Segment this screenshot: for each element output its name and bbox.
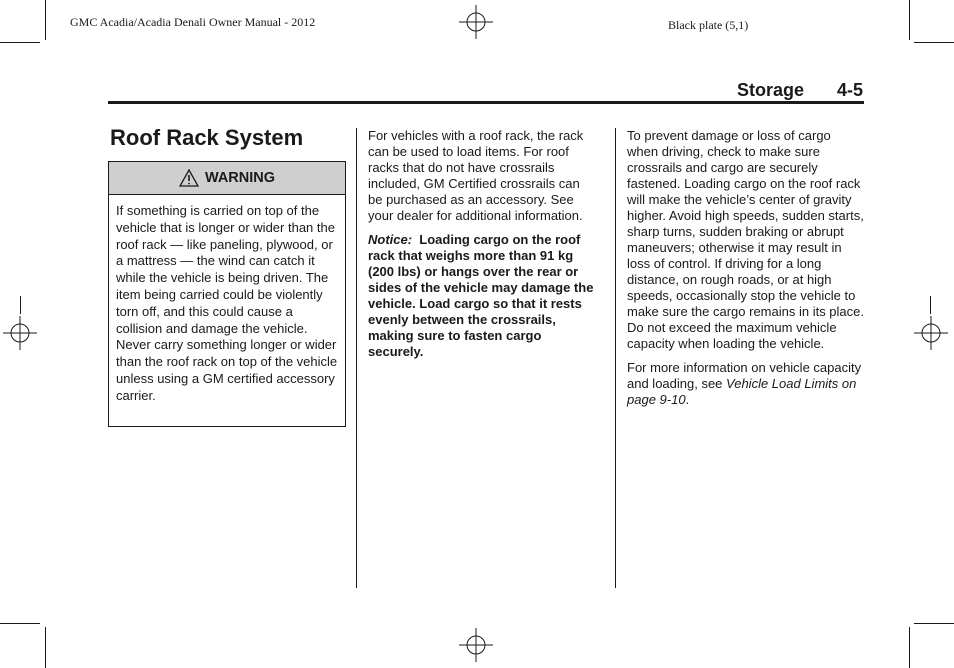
warning-header bbox=[109, 162, 345, 195]
manual-title: GMC Acadia/Acadia Denali Owner Manual - 2012 bbox=[70, 15, 316, 29]
notice-paragraph bbox=[368, 232, 596, 360]
registration-mark-top bbox=[459, 5, 493, 39]
running-head bbox=[108, 80, 864, 102]
reference-link[interactable]: Vehicle Load Limits on page 9-10 bbox=[627, 376, 857, 407]
column-2-paragraph: For vehicles with a roof rack, the rack can be used to load items. For roof racks that do not have crossrails included, GM Certified crossrails can be purchased as an accessory. See your dealer for additional information. bbox=[368, 128, 584, 223]
reference-suffix: . bbox=[685, 392, 690, 407]
notice-text: Loading cargo on the roof rack that weighs more than 91 kg (200 lbs) or hangs over the rear or sides of the vehicle may damage the vehicle. Load cargo so that it rests evenly between the crossrails, making sure to fasten cargo securely. bbox=[368, 232, 594, 359]
registration-tick-left bbox=[20, 296, 21, 314]
warning-triangle-icon bbox=[179, 169, 199, 187]
notice-label: Notice: bbox=[368, 232, 413, 247]
section-name: Storage bbox=[736, 80, 804, 100]
column-divider-2 bbox=[615, 128, 616, 588]
registration-mark-left bbox=[3, 316, 37, 350]
page-title: Roof Rack System bbox=[110, 125, 304, 150]
reference-paragraph bbox=[627, 360, 865, 408]
column-divider-1 bbox=[356, 128, 357, 588]
header-rule bbox=[108, 101, 864, 104]
registration-tick-right bbox=[930, 296, 931, 314]
reference-prefix: For more information on vehicle capacity and loading, see bbox=[627, 360, 862, 391]
column-3 bbox=[627, 128, 865, 416]
warning-label: WARNING bbox=[204, 170, 276, 186]
warning-text: If something is carried on top of the vehicle that is longer or wider than the roof rack — like paneling, plywood, or a mattress — the wind can catch it while the vehicle is being driven. The item being carried could be violently torn off, and this could cause a collision and damage the vehicle. Never carry something longer or wider than the roof rack on top of the vehicle unless using a GM certified accessory carrier. bbox=[116, 203, 338, 403]
column-2 bbox=[368, 128, 596, 368]
page-number: 4-5 bbox=[836, 80, 863, 100]
registration-mark-right bbox=[914, 316, 948, 350]
registration-mark-bottom bbox=[459, 628, 493, 662]
warning-box bbox=[108, 161, 346, 427]
column-3-paragraph: To prevent damage or loss of cargo when driving, check to make sure crossrails and cargo are securely fastened. Loading cargo on the roof rack will make the vehicle’s center of gravity higher. Avoid high speeds, sudden starts, sharp turns, sudden braking or abrupt maneuvers; otherwise it may result in loss of control. If driving for a long distance, on rough roads, or at high speeds, occasionally stop the vehicle to make sure the cargo remains in its place. Do not exceed the maximum vehicle capacity when loading the vehicle. bbox=[627, 128, 864, 351]
plate-label: Black plate (5,1) bbox=[668, 18, 749, 32]
